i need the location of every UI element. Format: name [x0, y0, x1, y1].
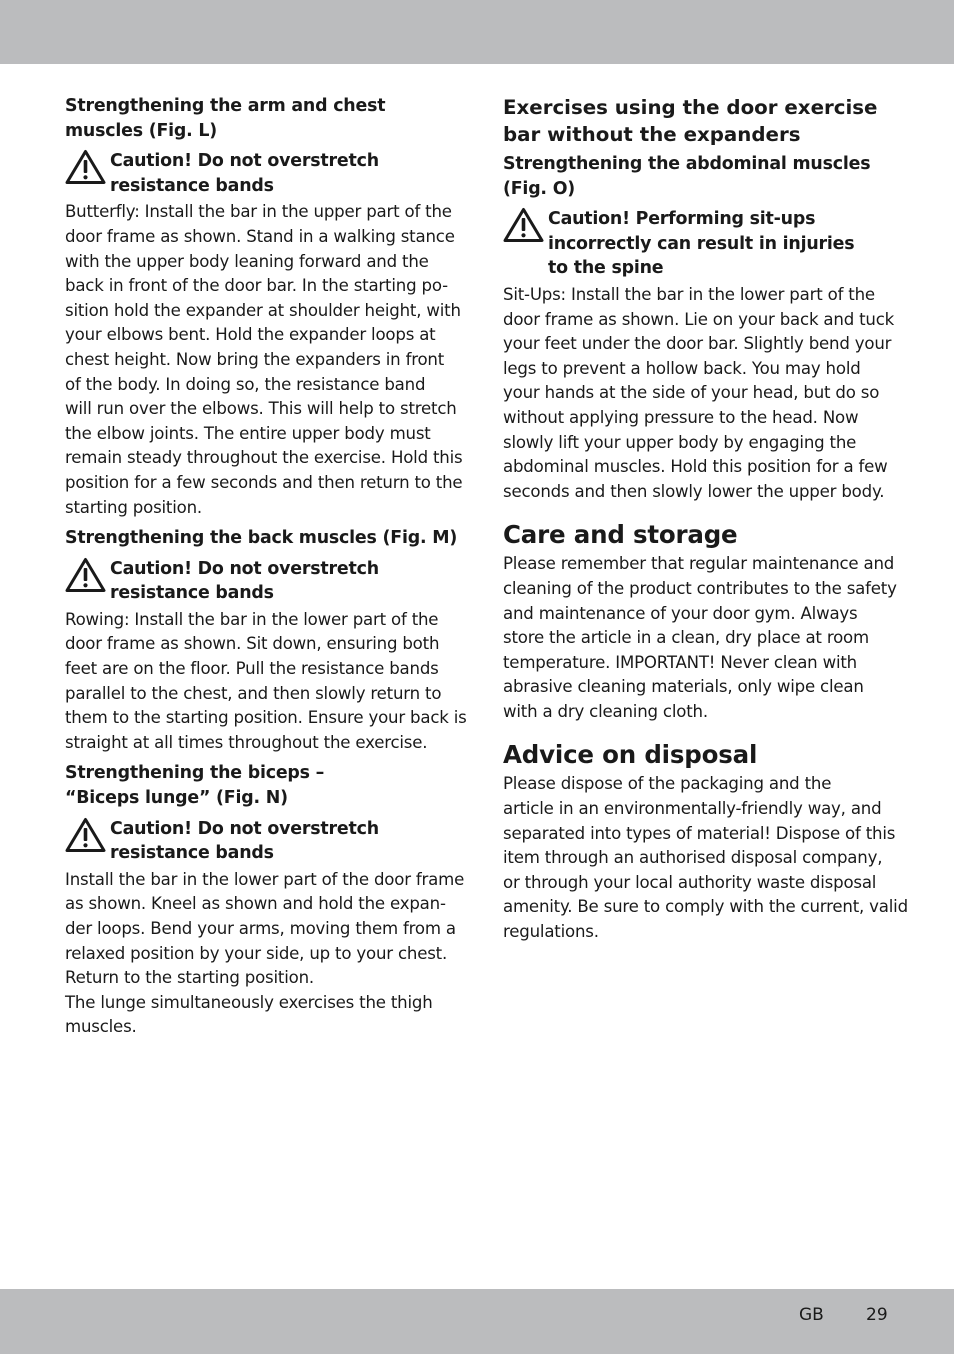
- arm-chest-body: Butterfly: Install the bar in the upper part of the door frame as shown. Stand in a walking stance with the upper body leaning forward and the back in front of the door bar. In the starting po- sition hold the expander at shoulder height, with your elbows bent. Hold the expander loops at chest height. Now bring the expanders in front of the body. In doing so, the resistance band will run over the elbows. This will help to stretch the elbow joints. The entire upper body must remain steady throughout the exercise. Hold this position for a few seconds and then return to the starting position.: [65, 202, 463, 517]
- biceps-caution: [65, 817, 457, 866]
- care-storage-body: Please remember that regular maintenance and cleaning of the product contributes to the safety and maintenance of your door gym. Always store the article in a clean, dry place at room temperature. IMPORTANT! Never clean with abrasive cleaning materials, only wipe clean with a dry cleaning cloth.: [503, 554, 897, 721]
- biceps-heading: Strengthening the biceps – “Biceps lunge” (Fig. N): [65, 763, 325, 809]
- caution-text: Caution! Performing sit-ups incorrectly can result in injuries to the spine: [548, 209, 855, 279]
- disposal-heading: Advice on disposal: [503, 740, 758, 770]
- back-body: Rowing: Install the bar in the lower part of the door frame as shown. Sit down, ensuring both feet are on the floor. Pull the resistance bands parallel to the chest, and then slowly return to them to the starting position. Ensure your back is straight at all times throughout the exercise.: [65, 609, 467, 752]
- abdominal-caution: [503, 207, 895, 281]
- arm-chest-caution: [65, 149, 457, 198]
- abdominal-body: Sit-Ups: Install the bar in the lower part of the door frame as shown. Lie on your back and tuck your feet under the door bar. Slightly bend your legs to prevent a hollow back. You may hold your hands at the side of your head, but do so without applying pressure to the head. Now slowly lift your upper body by engaging the abdominal muscles. Hold this position for a few seconds and then slowly lower the upper body.: [503, 284, 895, 501]
- back-heading: Strengthening the back muscles (Fig. M): [65, 528, 458, 549]
- arm-chest-heading: Strengthening the arm and chest muscles (Fig. L): [65, 96, 386, 141]
- caution-text: Caution! Do not overstretch resistance bands: [110, 558, 379, 604]
- disposal-body: Please dispose of the packaging and the article in an environmentally-friendly way, and separated into types of material! Dispose of this item through an authorised disposal company, or through your local authority waste disposal amenity. Be sure to comply with the current, valid regulations.: [503, 774, 908, 942]
- header-band: [0, 0, 954, 64]
- warning-triangle-icon: [65, 557, 106, 593]
- door-bar-heading: Exercises using the door exercise bar without the expanders: [503, 96, 878, 146]
- biceps-body: Install the bar in the lower part of the door frame as shown. Kneel as shown and hold the expan- der loops. Bend your arms, moving them from a relaxed position by your side, up to your chest. Return to the starting position. The lunge simultaneously exercises the thigh muscles.: [65, 869, 465, 1037]
- caution-text: Caution! Do not overstretch resistance bands: [110, 151, 379, 196]
- page-number: 29: [866, 1305, 888, 1325]
- warning-triangle-icon: [65, 817, 106, 853]
- footer-language: GB: [799, 1305, 824, 1325]
- warning-triangle-icon: [65, 149, 106, 185]
- back-caution: [65, 557, 457, 606]
- abdominal-heading: Strengthening the abdominal muscles (Fig. O): [503, 154, 871, 199]
- left-column: [65, 94, 467, 1040]
- right-column: [503, 94, 908, 945]
- care-storage-heading: Care and storage: [503, 520, 738, 550]
- caution-text: Caution! Do not overstretch resistance bands: [110, 818, 379, 864]
- warning-triangle-icon: [503, 207, 544, 243]
